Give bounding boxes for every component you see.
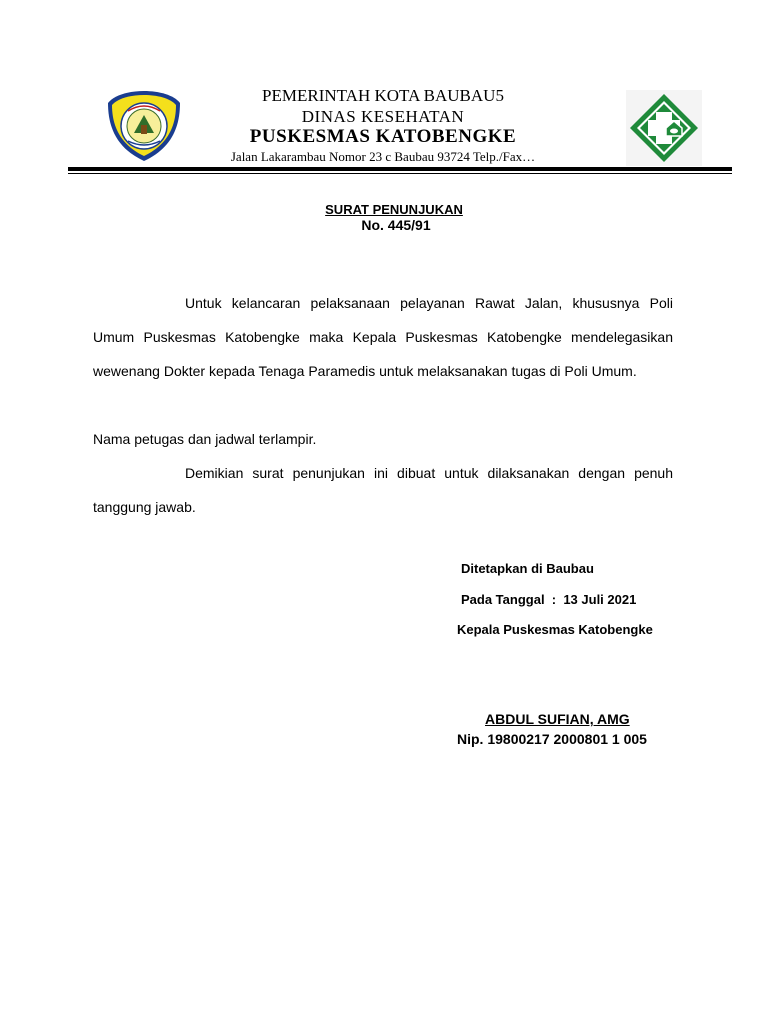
header-department: DINAS KESEHATAN (301, 107, 465, 126)
signature-position: Kepala Puskesmas Katobengke (457, 622, 653, 637)
city-emblem-icon (104, 89, 184, 163)
header-address: Jalan Lakarambau Nomor 23 c Baubau 93724 Telp./Fax… (230, 149, 536, 164)
letter-paragraph-2: Nama petugas dan jadwal terlampir. (93, 431, 317, 447)
signatory-name: ABDUL SUFIAN, AMG (485, 711, 630, 727)
header-divider-thick (68, 167, 732, 171)
letter-number: No. 445/91 (361, 217, 431, 233)
letter-title: SURAT PENUNJUKAN (325, 202, 463, 217)
signature-date: Pada Tanggal : 13 Juli 2021 (461, 592, 637, 607)
signature-place: Ditetapkan di Baubau (461, 561, 594, 576)
letter-paragraph-1: Untuk kelancaran pelaksanaan pelayanan Rawat Jalan, khususnya Poli Umum Puskesmas Katobengke maka Kepala Puskesmas Katobengke mendelegasikan wewenang Dokter kepada Tenaga Paramedis untuk melaksanakan tugas di Poli Umum. (93, 295, 673, 379)
header-government: PEMERINTAH KOTA BAUBAU5 (262, 86, 504, 105)
puskesmas-logo-icon (626, 90, 702, 166)
signatory-nip: Nip. 19800217 2000801 1 005 (457, 731, 647, 747)
header-institution: PUSKESMAS KATOBENGKE (249, 126, 517, 147)
letter-paragraph-3: Demikian surat penunjukan ini dibuat untuk dilaksanakan dengan penuh tanggung jawab. (93, 465, 673, 515)
header-divider-thin (68, 173, 732, 174)
